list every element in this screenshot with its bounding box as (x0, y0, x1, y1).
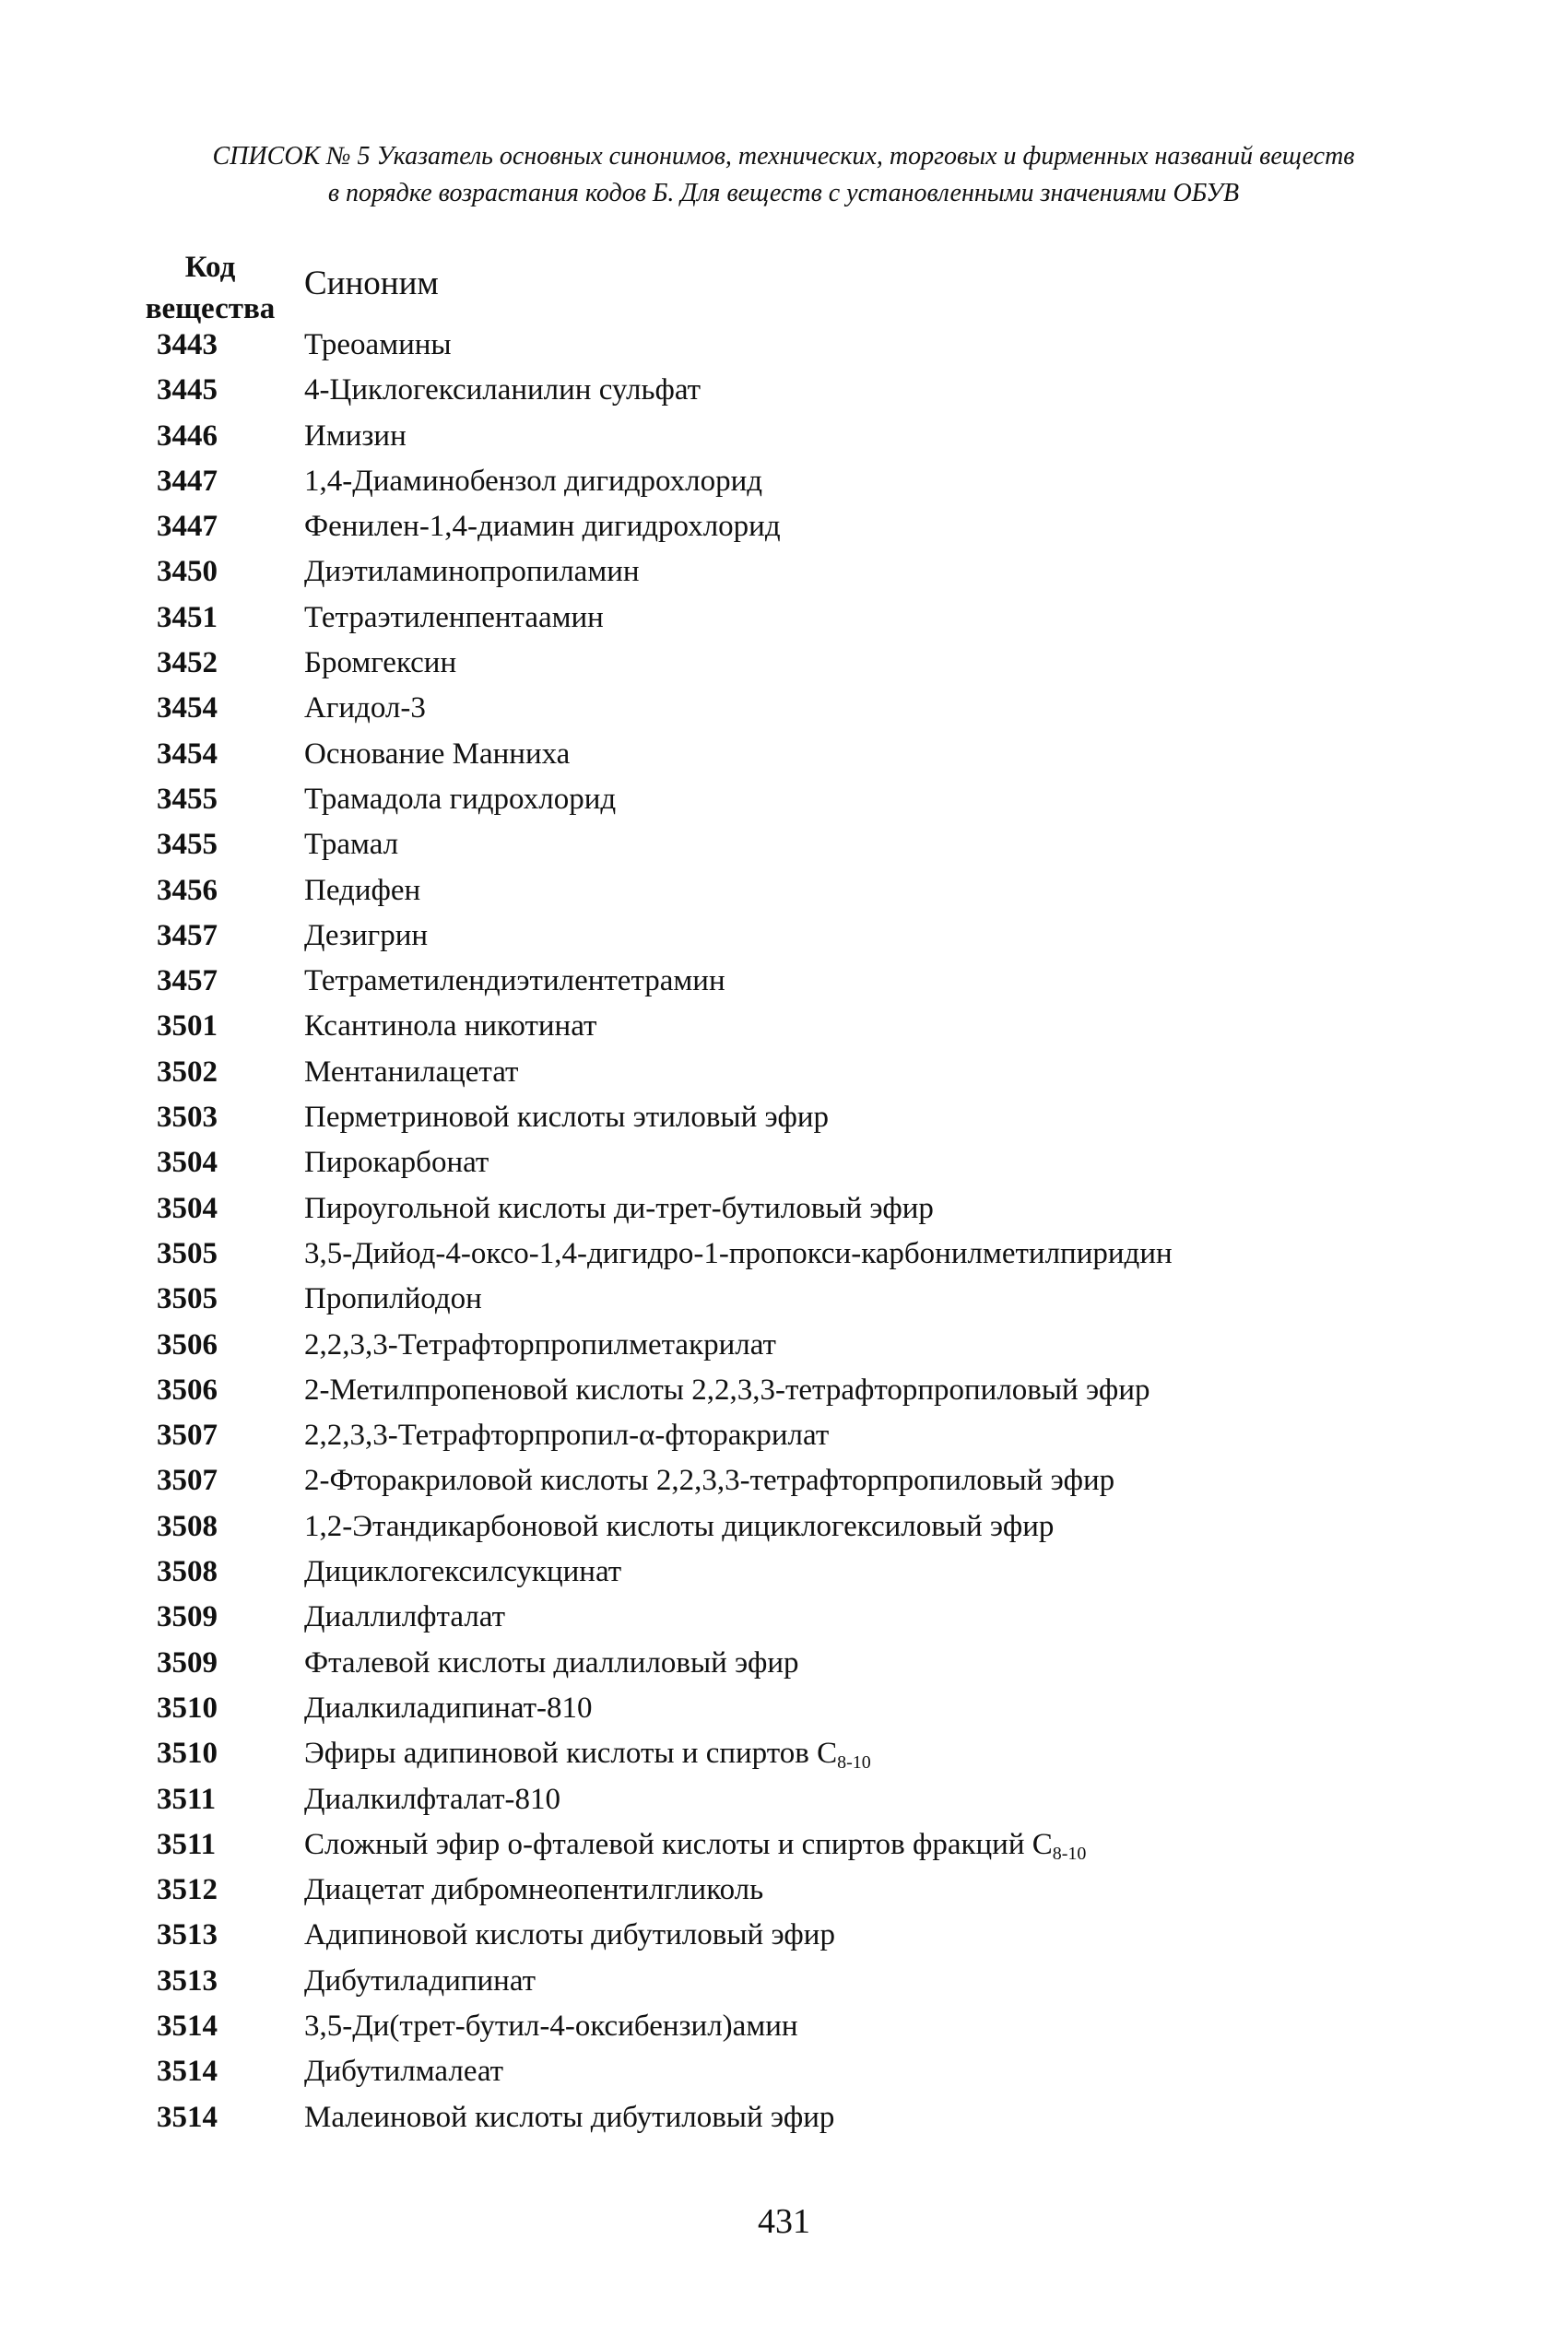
synonym-name (304, 504, 781, 549)
synonym-text: Педифен (304, 873, 421, 907)
page-number: 431 (758, 2202, 810, 2241)
table-row (0, 549, 1568, 595)
synonym-text: 4-Циклогексиланилин сульфат (304, 373, 701, 407)
synonym-table (0, 323, 1568, 2140)
synonym-name (304, 1458, 1114, 1503)
substance-code: 3505 (157, 1236, 218, 1270)
synonym-name (304, 2004, 798, 2049)
substance-code: 3457 (157, 918, 218, 952)
synonym-name (304, 1777, 560, 1822)
substance-code: 3509 (157, 1645, 218, 1680)
header-line-1: СПИСОК № 5 Указатель основных синонимов, технических, торговых и фирменных названий веществ (212, 142, 1355, 171)
synonym-name (304, 2049, 503, 2094)
synonym-text: Трамал (304, 828, 399, 862)
substance-code: 3505 (157, 1282, 218, 1316)
synonym-text: Малеиновой кислоты дибутиловый эфир (304, 2100, 835, 2134)
table-row (0, 1913, 1568, 1958)
synonym-name (304, 1323, 776, 1368)
table-row (0, 822, 1568, 867)
subscript: 8-10 (837, 1752, 871, 1774)
synonym-text: Диэтиламинопропиламин (304, 555, 640, 589)
synonym-text: 1,4-Диаминобензол дигидрохлорид (304, 464, 763, 498)
table-row (0, 1004, 1568, 1049)
synonym-text: Тетраэтиленпентаамин (304, 600, 604, 634)
column-header-synonym: Синоним (304, 265, 439, 302)
synonym-text: Дезигрин (304, 918, 429, 952)
column-header-code (118, 247, 302, 330)
substance-code: 3510 (157, 1737, 218, 1771)
substance-code: 3454 (157, 737, 218, 771)
synonym-text: Диацетат дибромнеопентилгликоль (304, 1873, 764, 1907)
synonym-name (304, 1004, 596, 1049)
substance-code: 3502 (157, 1055, 218, 1089)
synonym-text: Фталевой кислоты диаллиловый эфир (304, 1645, 799, 1680)
table-row (0, 1095, 1568, 1140)
substance-code: 3514 (157, 2055, 218, 2089)
synonym-name (304, 641, 456, 686)
synonym-name (304, 1095, 829, 1140)
synonym-text: Треоамины (304, 328, 452, 361)
substance-code: 3513 (157, 1963, 218, 1998)
synonym-name (304, 1277, 482, 1322)
table-row (0, 868, 1568, 914)
table-row (0, 1641, 1568, 1686)
substance-code: 3509 (157, 1600, 218, 1634)
synonym-text: Адипиновой кислоты дибутиловый эфир (304, 1918, 835, 1952)
synonym-name (304, 959, 725, 1004)
substance-code: 3455 (157, 782, 218, 816)
substance-code: 3506 (157, 1373, 218, 1407)
table-row (0, 1686, 1568, 1731)
substance-code: 3445 (157, 373, 218, 407)
synonym-name (304, 1959, 536, 2004)
synonym-name (304, 1595, 505, 1640)
synonym-text: Пропилйодон (304, 1282, 482, 1316)
substance-code: 3457 (157, 964, 218, 998)
table-row (0, 459, 1568, 504)
synonym-name (304, 459, 762, 504)
column-header-code-line-1: Код (184, 251, 236, 284)
substance-code: 3454 (157, 691, 218, 725)
substance-code: 3501 (157, 1009, 218, 1043)
substance-code: 3506 (157, 1327, 218, 1362)
substance-code: 3510 (157, 1691, 218, 1725)
synonym-text: 3,5-Ди(трет-бутил-4-оксибензил)амин (304, 2009, 798, 2043)
synonym-name (304, 1868, 763, 1913)
table-row (0, 1731, 1568, 1776)
synonym-name (304, 686, 426, 731)
synonym-name (304, 1550, 621, 1595)
synonym-name (304, 822, 398, 867)
synonym-text: 2,2,3,3-Тетрафторпропил-α-фторакрилат (304, 1419, 830, 1453)
synonym-text: Перметриновой кислоты этиловый эфир (304, 1101, 830, 1135)
synonym-text: Диалкиладипинат-810 (304, 1691, 593, 1725)
table-row (0, 1458, 1568, 1503)
substance-code: 3513 (157, 1918, 218, 1952)
table-row (0, 1777, 1568, 1822)
substance-code: 3508 (157, 1509, 218, 1543)
table-row (0, 1368, 1568, 1413)
substance-code: 3446 (157, 419, 218, 453)
substance-code: 3514 (157, 2009, 218, 2043)
table-row (0, 1186, 1568, 1232)
synonym-name (304, 549, 640, 595)
synonym-name (304, 1232, 1173, 1277)
synonym-text: Бромгексин (304, 646, 457, 680)
synonym-text: Диалкилфталат-810 (304, 1782, 561, 1816)
substance-code: 3447 (157, 510, 218, 544)
table-row (0, 2095, 1568, 2140)
synonym-text: Основание Манниха (304, 737, 571, 771)
synonym-text: Тетраметилендиэтилентетрамин (304, 964, 725, 998)
table-row (0, 1959, 1568, 2004)
substance-code: 3450 (157, 555, 218, 589)
synonym-text: 1,2-Этандикарбоновой кислоты дициклогексиловый эфир (304, 1509, 1055, 1543)
synonym-name (304, 1368, 1149, 1413)
synonym-text: Дициклогексилсукцинат (304, 1555, 622, 1589)
synonym-text: Пироугольной кислоты ди-трет-бутиловый эфир (304, 1191, 934, 1225)
synonym-name (304, 1641, 799, 1686)
synonym-name (304, 368, 701, 413)
substance-code: 3507 (157, 1419, 218, 1453)
synonym-text: Имизин (304, 419, 407, 453)
table-row (0, 323, 1568, 368)
synonym-text: 3,5-Дийод-4-оксо-1,4-дигидро-1-пропокси-карбонилметилпиридин (304, 1236, 1173, 1270)
synonym-name (304, 1140, 489, 1185)
table-row (0, 959, 1568, 1004)
synonym-name (304, 777, 616, 822)
synonym-text: Дибутиладипинат (304, 1963, 536, 1998)
table-row (0, 1504, 1568, 1550)
table-row (0, 732, 1568, 777)
table-row (0, 914, 1568, 959)
synonym-text: 2,2,3,3-Тетрафторпропилметакрилат (304, 1327, 776, 1362)
substance-code: 3507 (157, 1464, 218, 1498)
table-row (0, 1232, 1568, 1277)
substance-code: 3452 (157, 646, 218, 680)
synonym-name (304, 1504, 1054, 1550)
table-row (0, 1822, 1568, 1868)
table-row (0, 1868, 1568, 1913)
substance-code: 3503 (157, 1101, 218, 1135)
table-row (0, 504, 1568, 549)
synonym-text: Фенилен-1,4-диамин дигидрохлорид (304, 510, 781, 544)
substance-code: 3504 (157, 1191, 218, 1225)
synonym-text: Эфиры адипиновой кислоты и спиртов C (304, 1737, 838, 1771)
substance-code: 3451 (157, 600, 218, 634)
substance-code: 3514 (157, 2100, 218, 2134)
substance-code: 3508 (157, 1555, 218, 1589)
synonym-name (304, 414, 407, 459)
column-header-code-line-2: вещества (145, 292, 276, 325)
synonym-text: Агидол-3 (304, 691, 426, 725)
header-line-2: в порядке возрастания кодов Б. Для веществ с установленными значениями ОБУВ (327, 179, 1240, 207)
substance-code: 3512 (157, 1873, 218, 1907)
synonym-text: 2-Метилпропеновой кислоты 2,2,3,3-тетрафторпропиловый эфир (304, 1373, 1150, 1407)
synonym-name (304, 595, 604, 641)
subscript: 8-10 (1052, 1843, 1087, 1864)
substance-code: 3456 (157, 873, 218, 907)
table-row (0, 2004, 1568, 2049)
table-row (0, 2049, 1568, 2094)
table-row (0, 777, 1568, 822)
substance-code: 3447 (157, 464, 218, 498)
synonym-text: Трамадола гидрохлорид (304, 782, 617, 816)
synonym-name (304, 1686, 593, 1731)
table-row (0, 368, 1568, 413)
synonym-text: 2-Фторакриловой кислоты 2,2,3,3-тетрафторпропиловый эфир (304, 1464, 1115, 1498)
synonym-text: Диаллилфталат (304, 1600, 505, 1634)
substance-code: 3504 (157, 1146, 218, 1180)
table-row (0, 1550, 1568, 1595)
synonym-text: Сложный эфир о-фталевой кислоты и спиртов фракций C (304, 1827, 1053, 1861)
table-row (0, 686, 1568, 731)
substance-code: 3455 (157, 828, 218, 862)
table-row (0, 1140, 1568, 1185)
substance-code: 3511 (157, 1782, 217, 1816)
synonym-name (304, 732, 570, 777)
table-row (0, 641, 1568, 686)
table-row (0, 1277, 1568, 1322)
synonym-name (304, 1050, 518, 1095)
synonym-name (304, 2095, 834, 2140)
substance-code: 3443 (157, 328, 218, 361)
synonym-name (304, 914, 428, 959)
synonym-name (304, 868, 420, 914)
synonym-text: Дибутилмалеат (304, 2055, 504, 2089)
table-row (0, 414, 1568, 459)
synonym-name (304, 1913, 835, 1958)
substance-code: 3511 (157, 1827, 217, 1861)
synonym-name (304, 1186, 934, 1232)
synonym-name (304, 1413, 829, 1458)
synonym-text: Ментанилацетат (304, 1055, 519, 1089)
list-header (111, 138, 1456, 212)
table-row (0, 1323, 1568, 1368)
synonym-text: Ксантинола никотинат (304, 1009, 597, 1043)
table-row (0, 1050, 1568, 1095)
table-row (0, 1413, 1568, 1458)
table-row (0, 595, 1568, 641)
table-row (0, 1595, 1568, 1640)
synonym-name (304, 323, 452, 368)
synonym-text: Пирокарбонат (304, 1146, 489, 1180)
